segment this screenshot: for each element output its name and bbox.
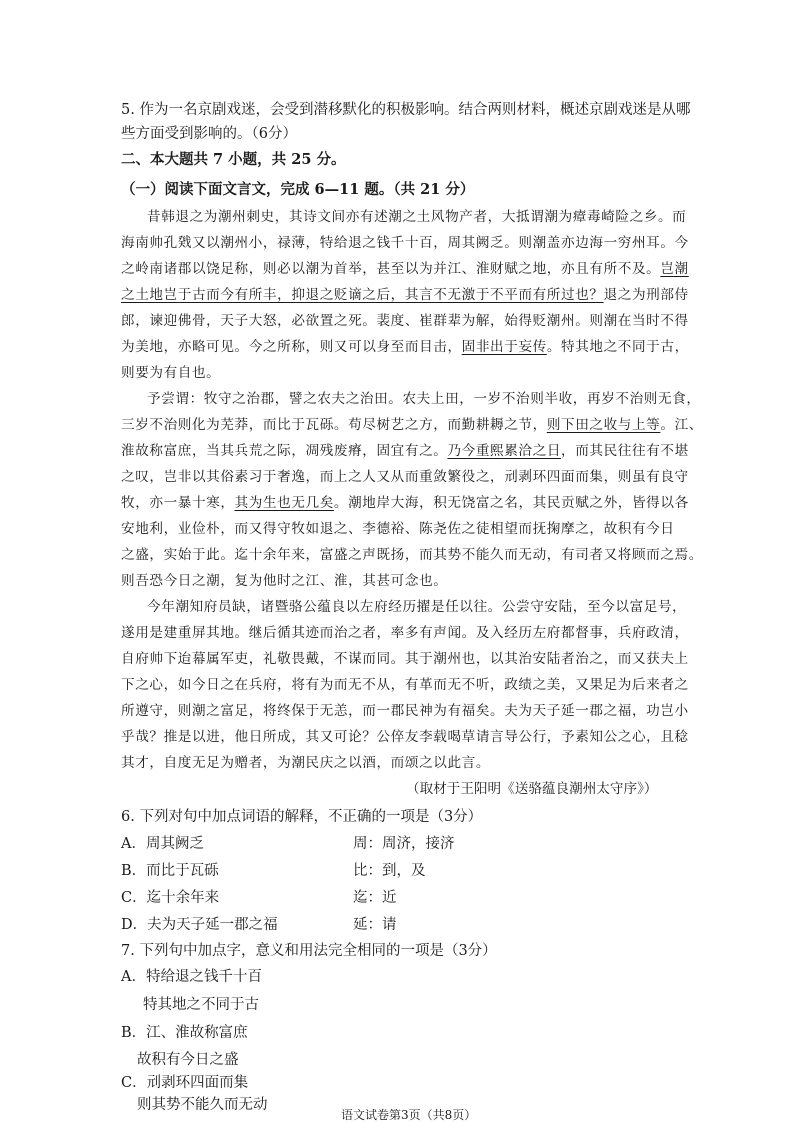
q6-option-c-gloss: 迄：近: [353, 890, 397, 906]
passage-p3-line-1: 今年潮知府员缺，诸暨骆公蕴良以左府经历擢是任以往。公尝守安陆，至今以富足号，: [147, 599, 687, 615]
passage-source: （取材于王阳明《送骆蕴良潮州太守序》）: [406, 781, 658, 797]
passage-p1-line-3: 之岭南诸郡以饶足称，则必以潮为首举，甚至以为并江、淮财赋之地，亦且有所不及。岂潮: [121, 261, 689, 277]
passage-p1-line-2: 海南帅孔戣又以潮州小，禄薄，特给退之钱千十百，周其阙乏。则潮盖亦边海一穷州耳。今: [121, 235, 689, 251]
passage-p3-line-6: 乎哉？推是以进，他日所成，其又可论？公倅友李载喝草请言导公行，予素知公之心，且稔: [121, 729, 689, 745]
passage-p2-line-8: 则吾恐今日之潮，复为他时之江、淮，其甚可念也。: [121, 573, 448, 589]
q6-stem: 6. 下列对句中加点词语的解释，不正确的一项是（3分）: [121, 809, 483, 825]
passage-p2-line-5: 牧，亦一暴十寒，其为生也无几矣。潮地岸大海，积无饶富之名，其民贡赋之外，皆得以各: [121, 495, 689, 511]
passage-p2-line-6: 安地利，业俭朴，而又得守牧如退之、李德裕、陈尧佐之徒相望而抚掬摩之，故积有今日: [121, 521, 675, 537]
q7-option-a-second: 特其地之不同于古: [143, 997, 259, 1013]
passage-p2-line-4: 之叹，岂非以其俗素习于奢逸，而上之人又从而重敛繁役之，刓剥环四面而集，则虽有良守: [121, 469, 689, 485]
q7-option-c-first: C．刓剥环四面而集: [121, 1075, 249, 1091]
q5-line-1: 5. 作为一名京剧戏迷，会受到潜移默化的积极影响。结合两则材料，概述京剧戏迷是从哪: [121, 102, 691, 118]
q6-option-a: A．周其阙乏: [121, 836, 204, 852]
underlined-sentence: 固非出于妄传: [461, 339, 547, 355]
q7-option-c-second: 则其势不能久而无动: [137, 1097, 268, 1113]
passage-p2-line-2: 三岁不治则化为芜莽，而比于瓦砾。苟尽树艺之方，而勤耕耨之节，则下田之收与上等。江、: [121, 417, 703, 433]
underlined-sentence: 其为生也无几矣: [234, 495, 334, 511]
underlined-sentence: 乃今重熙累洽之日: [447, 443, 562, 459]
passage-p1-line-6: 为美地，亦略可见。今之所称，则又可以身至而目击，固非出于妄传。特其地之不同于古，: [121, 339, 689, 355]
passage-p1-line-1: 昔韩退之为潮州刺史，其诗文间亦有述潮之土风物产者，大抵谓潮为瘴毒崎险之乡。而: [147, 209, 687, 225]
passage-p3-line-7: 其才，自度无足为赠者，为潮民庆之以酒，而颂之以此言。: [121, 755, 491, 771]
q7-option-a-first: A．特给退之钱千十百: [121, 969, 262, 985]
q6-option-a-gloss: 周：周济，接济: [353, 836, 455, 852]
passage-p2-line-7: 之盛，实始于此。迄十余年来，富盛之声既扬，而其势不能久而无动，有司者又将顾而之焉。: [121, 547, 703, 563]
q6-option-b: B．而比于瓦砾: [121, 863, 219, 879]
passage-p2-line-1: 予尝谓：牧守之治郡，譬之农夫之治田。农夫上田，一岁不治则半收，再岁不治则无食，: [147, 391, 701, 407]
q7-stem: 7. 下列句中加点字，意义和用法完全相同的一项是（3分）: [121, 943, 497, 959]
underlined-sentence: 之土地岂于古而今有所丰，抑退之贬谪之后，其言不无激于不平而有所过也？: [121, 287, 604, 303]
passage-p3-line-5: 所遵守，则潮之富足，将终保于无恙，而一郡民神为有福矣。夫为天子延一郡之福，功岂小: [121, 703, 689, 719]
passage-p3-line-4: 下之心，如今日之在兵府，将有为而无不从，有革而无不听，政绩之美，又果足为后来者之: [121, 677, 689, 693]
section-title: 二、本大题共 7 小题，共 25 分。: [121, 151, 346, 168]
passage-p1-line-4: 之土地岂于古而今有所丰，抑退之贬谪之后，其言不无激于不平而有所过也？退之为刑部侍: [121, 287, 689, 303]
passage-p1-line-5: 郎，谏迎佛骨，天子大怒，必欲置之死。裴度、崔群辈为解，始得贬潮州。则潮在当时不得: [121, 313, 689, 329]
q6-option-c: C．迄十余年来: [121, 890, 220, 906]
q6-option-d: D．夫为天子延一郡之福: [121, 917, 278, 933]
passage-p2-line-3: 淮故称富庶，当其兵荒之际，凋残废瘠，固宜有之。乃今重熙累洽之日，而其民往往有不堪: [121, 443, 689, 459]
passage-p1-line-7: 则要为有自也。: [121, 365, 221, 381]
passage-p3-line-3: 自府帅下迨幕属军吏，礼敬畏戴，不谋而同。其于潮州也，以其治安陆者治之，而又获夫上: [121, 651, 689, 667]
q6-option-b-gloss: 比：到，及: [353, 863, 426, 879]
q5-line-2: 些方面受到影响的。（6分）: [121, 126, 297, 142]
section-subtitle: （一）阅读下面文言文，完成 6—11 题。（共 21 分）: [121, 181, 475, 198]
q6-option-d-gloss: 延：请: [353, 917, 397, 933]
underlined-sentence: 则下田之收与上等: [546, 417, 661, 433]
passage-p3-line-2: 遂用是建重屏其地。继后循其迹而治之者，率多有声闻。及入经历左府都督事，兵府政清，: [121, 625, 689, 641]
underlined-sentence: 岂潮: [660, 261, 689, 277]
page-footer: 语文试卷第3页（共8页）: [341, 1108, 477, 1122]
q7-option-b-first: B．江、淮故称富庶: [121, 1025, 248, 1041]
q7-option-b-second: 故积有今日之盛: [137, 1052, 239, 1068]
